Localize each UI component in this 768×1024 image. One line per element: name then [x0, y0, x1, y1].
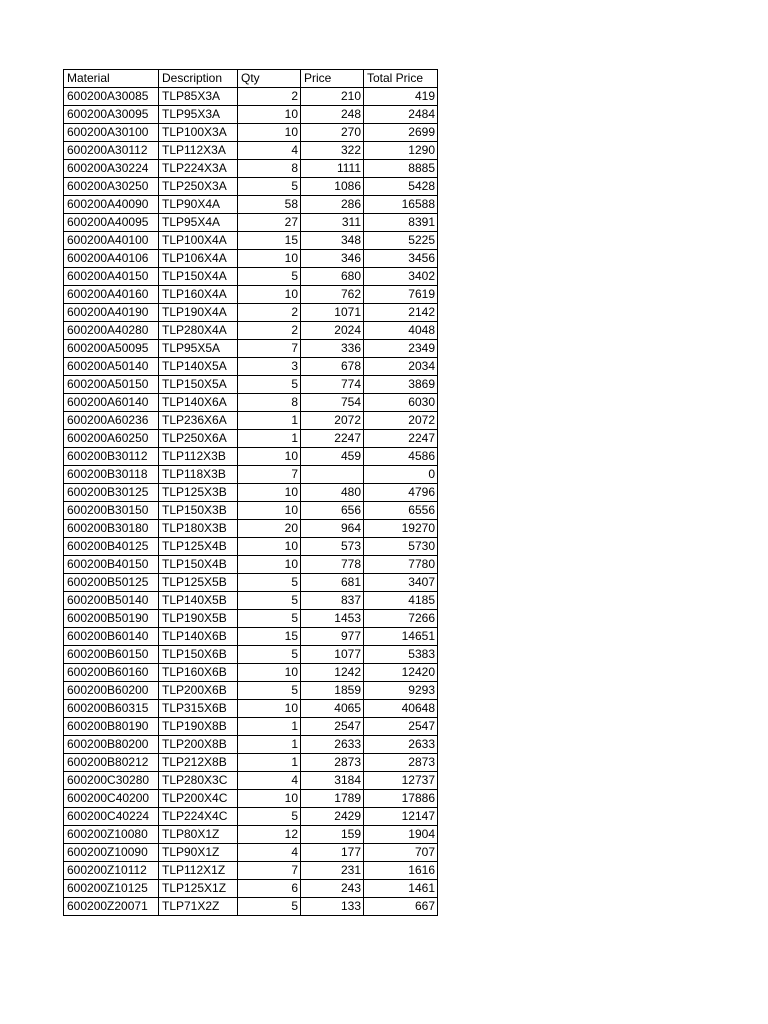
table-row — [64, 646, 438, 664]
cell-material: 600200A30085 — [64, 88, 159, 106]
cell-qty: 10 — [238, 286, 301, 304]
table-row — [64, 268, 438, 286]
cell-description: TLP280X4A — [159, 322, 238, 340]
cell-description: TLP140X6B — [159, 628, 238, 646]
cell-qty: 5 — [238, 268, 301, 286]
cell-price: 346 — [301, 250, 364, 268]
cell-qty: 4 — [238, 772, 301, 790]
cell-price: 1111 — [301, 160, 364, 178]
table-row — [64, 88, 438, 106]
cell-material: 600200C40200 — [64, 790, 159, 808]
cell-material: 600200A30112 — [64, 142, 159, 160]
cell-material: 600200A40095 — [64, 214, 159, 232]
cell-qty: 7 — [238, 466, 301, 484]
cell-price: 977 — [301, 628, 364, 646]
cell-price: 248 — [301, 106, 364, 124]
cell-description: TLP80X1Z — [159, 826, 238, 844]
cell-qty: 5 — [238, 682, 301, 700]
cell-description: TLP150X6B — [159, 646, 238, 664]
cell-description: TLP125X3B — [159, 484, 238, 502]
cell-material: 600200B60150 — [64, 646, 159, 664]
cell-total-price: 40648 — [364, 700, 438, 718]
cell-total-price: 9293 — [364, 682, 438, 700]
table-row — [64, 304, 438, 322]
cell-total-price: 7266 — [364, 610, 438, 628]
cell-material: 600200B30150 — [64, 502, 159, 520]
cell-total-price: 5225 — [364, 232, 438, 250]
cell-total-price: 17886 — [364, 790, 438, 808]
cell-description: TLP140X5B — [159, 592, 238, 610]
table-row — [64, 736, 438, 754]
cell-total-price: 4586 — [364, 448, 438, 466]
cell-qty: 5 — [238, 646, 301, 664]
cell-qty: 10 — [238, 664, 301, 682]
cell-qty: 10 — [238, 538, 301, 556]
cell-qty: 8 — [238, 394, 301, 412]
cell-qty: 3 — [238, 358, 301, 376]
cell-material: 600200Z20071 — [64, 898, 159, 916]
cell-price: 678 — [301, 358, 364, 376]
cell-price: 2633 — [301, 736, 364, 754]
cell-material: 600200A30095 — [64, 106, 159, 124]
cell-price: 336 — [301, 340, 364, 358]
cell-total-price: 3402 — [364, 268, 438, 286]
cell-price: 3184 — [301, 772, 364, 790]
cell-material: 600200A30250 — [64, 178, 159, 196]
cell-description: TLP160X4A — [159, 286, 238, 304]
cell-total-price: 2699 — [364, 124, 438, 142]
cell-qty: 1 — [238, 718, 301, 736]
cell-description: TLP236X6A — [159, 412, 238, 430]
table-row — [64, 574, 438, 592]
table-row — [64, 754, 438, 772]
cell-qty: 10 — [238, 124, 301, 142]
cell-material: 600200Z10112 — [64, 862, 159, 880]
header-qty: Qty — [238, 70, 301, 88]
cell-qty: 1 — [238, 430, 301, 448]
cell-material: 600200B30112 — [64, 448, 159, 466]
cell-total-price: 2247 — [364, 430, 438, 448]
cell-total-price: 14651 — [364, 628, 438, 646]
cell-qty: 8 — [238, 160, 301, 178]
cell-total-price: 1290 — [364, 142, 438, 160]
cell-price: 270 — [301, 124, 364, 142]
cell-description: TLP315X6B — [159, 700, 238, 718]
cell-qty: 10 — [238, 106, 301, 124]
cell-price: 2547 — [301, 718, 364, 736]
table-row — [64, 664, 438, 682]
table-row — [64, 898, 438, 916]
cell-material: 600200B50140 — [64, 592, 159, 610]
cell-qty: 7 — [238, 862, 301, 880]
cell-description: TLP140X5A — [159, 358, 238, 376]
cell-total-price: 0 — [364, 466, 438, 484]
cell-total-price: 1461 — [364, 880, 438, 898]
cell-price: 681 — [301, 574, 364, 592]
table-row — [64, 700, 438, 718]
cell-material: 600200B60160 — [64, 664, 159, 682]
cell-material: 600200B60315 — [64, 700, 159, 718]
cell-material: 600200A40100 — [64, 232, 159, 250]
cell-price: 1453 — [301, 610, 364, 628]
cell-description: TLP112X3A — [159, 142, 238, 160]
cell-price: 1242 — [301, 664, 364, 682]
cell-price: 322 — [301, 142, 364, 160]
table-row — [64, 214, 438, 232]
cell-description: TLP112X3B — [159, 448, 238, 466]
cell-description: TLP250X6A — [159, 430, 238, 448]
cell-qty: 10 — [238, 448, 301, 466]
header-total-price: Total Price — [364, 70, 438, 88]
cell-description: TLP190X4A — [159, 304, 238, 322]
cell-qty: 2 — [238, 304, 301, 322]
table-row — [64, 772, 438, 790]
cell-total-price: 2484 — [364, 106, 438, 124]
header-description: Description — [159, 70, 238, 88]
cell-qty: 5 — [238, 808, 301, 826]
cell-description: TLP190X8B — [159, 718, 238, 736]
cell-qty: 12 — [238, 826, 301, 844]
table-row — [64, 142, 438, 160]
cell-material: 600200A50150 — [64, 376, 159, 394]
cell-qty: 20 — [238, 520, 301, 538]
header-row — [64, 70, 438, 88]
cell-material: 600200C30280 — [64, 772, 159, 790]
table-row — [64, 340, 438, 358]
table-row — [64, 178, 438, 196]
cell-description: TLP100X4A — [159, 232, 238, 250]
cell-total-price: 3869 — [364, 376, 438, 394]
cell-qty: 15 — [238, 628, 301, 646]
cell-total-price: 707 — [364, 844, 438, 862]
cell-description: TLP90X4A — [159, 196, 238, 214]
cell-qty: 1 — [238, 412, 301, 430]
table-row — [64, 790, 438, 808]
table-row — [64, 232, 438, 250]
cell-price: 133 — [301, 898, 364, 916]
cell-description: TLP280X3C — [159, 772, 238, 790]
table-row — [64, 826, 438, 844]
cell-price: 656 — [301, 502, 364, 520]
cell-total-price: 16588 — [364, 196, 438, 214]
cell-price: 774 — [301, 376, 364, 394]
cell-qty: 4 — [238, 844, 301, 862]
table-body — [64, 88, 438, 916]
cell-total-price: 12737 — [364, 772, 438, 790]
table-row — [64, 844, 438, 862]
cell-total-price: 5428 — [364, 178, 438, 196]
cell-description: TLP95X3A — [159, 106, 238, 124]
table-row — [64, 448, 438, 466]
cell-price: 2247 — [301, 430, 364, 448]
cell-price: 286 — [301, 196, 364, 214]
cell-price: 1859 — [301, 682, 364, 700]
cell-price: 159 — [301, 826, 364, 844]
cell-price: 311 — [301, 214, 364, 232]
cell-description: TLP180X3B — [159, 520, 238, 538]
cell-description: TLP150X5A — [159, 376, 238, 394]
cell-total-price: 12147 — [364, 808, 438, 826]
table-row — [64, 682, 438, 700]
cell-total-price: 6556 — [364, 502, 438, 520]
cell-total-price: 3456 — [364, 250, 438, 268]
cell-price — [301, 466, 364, 484]
cell-qty: 5 — [238, 574, 301, 592]
cell-material: 600200A40106 — [64, 250, 159, 268]
cell-total-price: 2873 — [364, 754, 438, 772]
cell-qty: 2 — [238, 322, 301, 340]
cell-description: TLP200X4C — [159, 790, 238, 808]
cell-material: 600200A60140 — [64, 394, 159, 412]
cell-price: 348 — [301, 232, 364, 250]
cell-description: TLP106X4A — [159, 250, 238, 268]
cell-qty: 2 — [238, 88, 301, 106]
cell-qty: 10 — [238, 556, 301, 574]
table-row — [64, 196, 438, 214]
cell-description: TLP150X3B — [159, 502, 238, 520]
table-row — [64, 466, 438, 484]
table-row — [64, 394, 438, 412]
table-row — [64, 718, 438, 736]
table-row — [64, 124, 438, 142]
table-row — [64, 358, 438, 376]
cell-total-price: 8885 — [364, 160, 438, 178]
cell-description: TLP140X6A — [159, 394, 238, 412]
cell-total-price: 2072 — [364, 412, 438, 430]
cell-material: 600200B40125 — [64, 538, 159, 556]
cell-qty: 7 — [238, 340, 301, 358]
cell-material: 600200B40150 — [64, 556, 159, 574]
cell-description: TLP100X3A — [159, 124, 238, 142]
cell-material: 600200B80190 — [64, 718, 159, 736]
table-row — [64, 250, 438, 268]
cell-description: TLP112X1Z — [159, 862, 238, 880]
cell-qty: 27 — [238, 214, 301, 232]
cell-description: TLP95X5A — [159, 340, 238, 358]
cell-description: TLP118X3B — [159, 466, 238, 484]
cell-total-price: 419 — [364, 88, 438, 106]
cell-total-price: 3407 — [364, 574, 438, 592]
cell-total-price: 2349 — [364, 340, 438, 358]
cell-total-price: 8391 — [364, 214, 438, 232]
cell-price: 573 — [301, 538, 364, 556]
price-table — [63, 69, 438, 916]
table-row — [64, 628, 438, 646]
cell-price: 964 — [301, 520, 364, 538]
table-row — [64, 430, 438, 448]
cell-total-price: 2142 — [364, 304, 438, 322]
cell-description: TLP125X1Z — [159, 880, 238, 898]
cell-price: 754 — [301, 394, 364, 412]
cell-qty: 10 — [238, 250, 301, 268]
cell-qty: 10 — [238, 790, 301, 808]
cell-total-price: 2034 — [364, 358, 438, 376]
cell-material: 600200B60200 — [64, 682, 159, 700]
cell-qty: 10 — [238, 502, 301, 520]
cell-material: 600200B80200 — [64, 736, 159, 754]
cell-total-price: 5730 — [364, 538, 438, 556]
cell-total-price: 7619 — [364, 286, 438, 304]
cell-material: 600200Z10125 — [64, 880, 159, 898]
cell-total-price: 5383 — [364, 646, 438, 664]
table-row — [64, 322, 438, 340]
cell-material: 600200B50125 — [64, 574, 159, 592]
table-row — [64, 376, 438, 394]
cell-price: 837 — [301, 592, 364, 610]
cell-description: TLP125X5B — [159, 574, 238, 592]
cell-price: 1086 — [301, 178, 364, 196]
cell-price: 1077 — [301, 646, 364, 664]
cell-qty: 5 — [238, 592, 301, 610]
cell-description: TLP224X3A — [159, 160, 238, 178]
cell-price: 1071 — [301, 304, 364, 322]
cell-price: 778 — [301, 556, 364, 574]
table-row — [64, 862, 438, 880]
cell-material: 600200B80212 — [64, 754, 159, 772]
cell-total-price: 667 — [364, 898, 438, 916]
cell-material: 600200A50095 — [64, 340, 159, 358]
cell-material: 600200A50140 — [64, 358, 159, 376]
cell-total-price: 4185 — [364, 592, 438, 610]
table-row — [64, 592, 438, 610]
cell-qty: 5 — [238, 178, 301, 196]
header-price: Price — [301, 70, 364, 88]
cell-material: 600200B50190 — [64, 610, 159, 628]
cell-description: TLP200X6B — [159, 682, 238, 700]
cell-material: 600200A40190 — [64, 304, 159, 322]
cell-description: TLP150X4B — [159, 556, 238, 574]
cell-material: 600200C40224 — [64, 808, 159, 826]
cell-price: 459 — [301, 448, 364, 466]
table-row — [64, 286, 438, 304]
cell-description: TLP212X8B — [159, 754, 238, 772]
table-row — [64, 484, 438, 502]
cell-price: 2429 — [301, 808, 364, 826]
cell-total-price: 1616 — [364, 862, 438, 880]
cell-qty: 10 — [238, 484, 301, 502]
cell-material: 600200A60236 — [64, 412, 159, 430]
cell-description: TLP95X4A — [159, 214, 238, 232]
cell-total-price: 4796 — [364, 484, 438, 502]
table-row — [64, 106, 438, 124]
cell-price: 762 — [301, 286, 364, 304]
cell-qty: 58 — [238, 196, 301, 214]
cell-qty: 6 — [238, 880, 301, 898]
header-material: Material — [64, 70, 159, 88]
cell-material: 600200A30100 — [64, 124, 159, 142]
cell-price: 2072 — [301, 412, 364, 430]
cell-total-price: 4048 — [364, 322, 438, 340]
cell-material: 600200B30125 — [64, 484, 159, 502]
cell-material: 600200Z10090 — [64, 844, 159, 862]
cell-description: TLP190X5B — [159, 610, 238, 628]
cell-price: 2873 — [301, 754, 364, 772]
table-row — [64, 556, 438, 574]
cell-qty: 10 — [238, 700, 301, 718]
cell-price: 231 — [301, 862, 364, 880]
table-row — [64, 538, 438, 556]
cell-price: 680 — [301, 268, 364, 286]
cell-material: 600200A60250 — [64, 430, 159, 448]
cell-price: 177 — [301, 844, 364, 862]
cell-description: TLP150X4A — [159, 268, 238, 286]
table-row — [64, 880, 438, 898]
cell-price: 243 — [301, 880, 364, 898]
cell-price: 2024 — [301, 322, 364, 340]
cell-description: TLP71X2Z — [159, 898, 238, 916]
cell-total-price: 7780 — [364, 556, 438, 574]
cell-price: 210 — [301, 88, 364, 106]
cell-price: 4065 — [301, 700, 364, 718]
table-row — [64, 412, 438, 430]
cell-description: TLP200X8B — [159, 736, 238, 754]
cell-description: TLP125X4B — [159, 538, 238, 556]
cell-qty: 1 — [238, 736, 301, 754]
cell-total-price: 2633 — [364, 736, 438, 754]
cell-material: 600200A30224 — [64, 160, 159, 178]
cell-total-price: 12420 — [364, 664, 438, 682]
cell-description: TLP250X3A — [159, 178, 238, 196]
cell-total-price: 6030 — [364, 394, 438, 412]
cell-material: 600200A40280 — [64, 322, 159, 340]
table-row — [64, 610, 438, 628]
cell-material: 600200B30118 — [64, 466, 159, 484]
cell-qty: 5 — [238, 898, 301, 916]
cell-qty: 1 — [238, 754, 301, 772]
cell-total-price: 2547 — [364, 718, 438, 736]
cell-description: TLP85X3A — [159, 88, 238, 106]
cell-material: 600200A40090 — [64, 196, 159, 214]
cell-material: 600200B30180 — [64, 520, 159, 538]
cell-material: 600200A40160 — [64, 286, 159, 304]
cell-qty: 4 — [238, 142, 301, 160]
cell-qty: 5 — [238, 376, 301, 394]
cell-total-price: 1904 — [364, 826, 438, 844]
table-row — [64, 502, 438, 520]
cell-price: 480 — [301, 484, 364, 502]
cell-material: 600200A40150 — [64, 268, 159, 286]
cell-qty: 15 — [238, 232, 301, 250]
table-row — [64, 160, 438, 178]
cell-total-price: 19270 — [364, 520, 438, 538]
table-row — [64, 520, 438, 538]
cell-material: 600200B60140 — [64, 628, 159, 646]
cell-qty: 5 — [238, 610, 301, 628]
table-row — [64, 808, 438, 826]
cell-material: 600200Z10080 — [64, 826, 159, 844]
cell-price: 1789 — [301, 790, 364, 808]
cell-description: TLP90X1Z — [159, 844, 238, 862]
cell-description: TLP224X4C — [159, 808, 238, 826]
cell-description: TLP160X6B — [159, 664, 238, 682]
